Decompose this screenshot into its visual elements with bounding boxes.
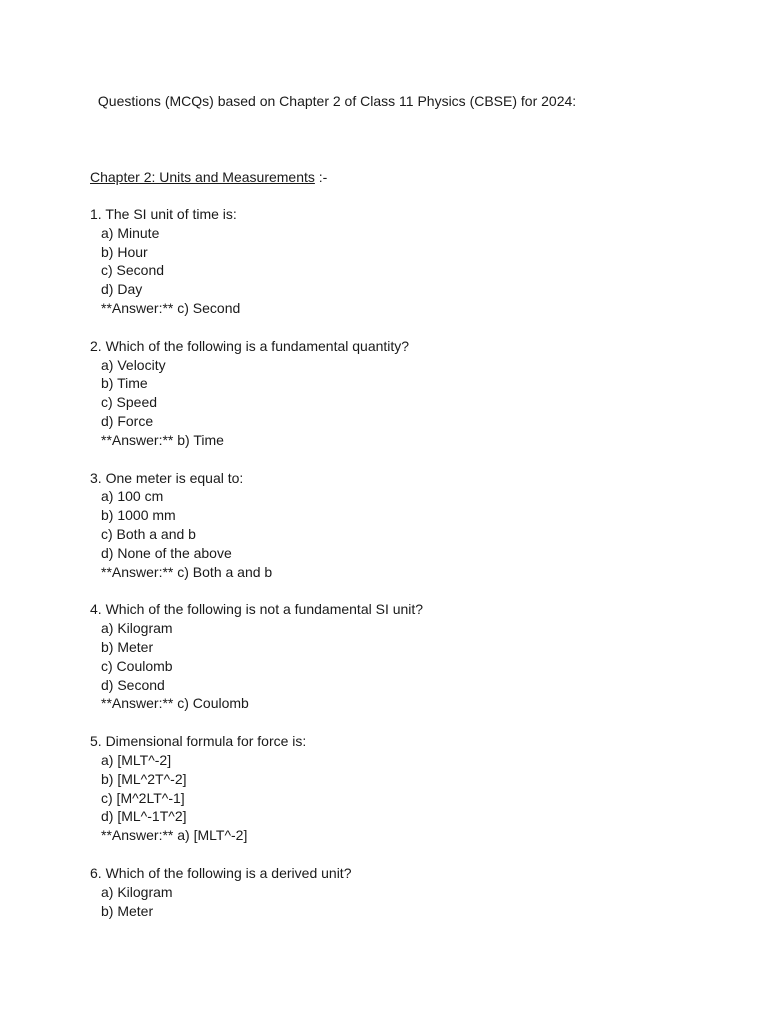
question-5 (90, 732, 730, 845)
question-3 (90, 469, 730, 582)
option: d) [ML^-1T^2] (101, 808, 187, 825)
option: a) Kilogram (101, 883, 173, 900)
option: d) Second (101, 676, 165, 693)
option: c) Speed (101, 394, 158, 411)
option: c) Both a and b (101, 525, 196, 542)
option: c) Second (101, 262, 165, 279)
option: d) Force (101, 412, 154, 429)
question-text: 2. Which of the following is a fundamental quantity? (90, 337, 410, 354)
question-6 (90, 864, 730, 920)
answer: **Answer:** a) [MLT^-2] (101, 827, 248, 844)
option: a) [MLT^-2] (101, 751, 172, 768)
question-text: 6. Which of the following is a derived unit? (90, 864, 352, 881)
option: b) Meter (101, 902, 154, 919)
option: b) Time (101, 375, 148, 392)
answer: **Answer:** c) Both a and b (101, 563, 273, 580)
option: d) None of the above (101, 544, 232, 561)
option: d) Day (101, 281, 143, 298)
chapter-title: Chapter 2: Units and Measurements (90, 169, 315, 185)
answer: **Answer:** c) Coulomb (101, 695, 249, 712)
question-text: 4. Which of the following is not a fundamental SI unit? (90, 601, 424, 618)
option: c) [M^2LT^-1] (101, 789, 185, 806)
answer: **Answer:** c) Second (101, 299, 241, 316)
answer: **Answer:** b) Time (101, 431, 224, 448)
option: b) Hour (101, 243, 148, 260)
question-text: 5. Dimensional formula for force is: (90, 733, 307, 750)
option: b) [ML^2T^-2] (101, 770, 187, 787)
question-4 (90, 600, 730, 713)
question-text: 3. One meter is equal to: (90, 469, 244, 486)
option: a) Velocity (101, 356, 166, 373)
option: b) 1000 mm (101, 507, 176, 524)
option: b) Meter (101, 638, 154, 655)
chapter-title-suffix: :- (314, 169, 328, 185)
question-2 (90, 337, 730, 450)
chapter-heading (90, 168, 327, 186)
option: a) Minute (101, 224, 160, 241)
question-text: 1. The SI unit of time is: (90, 206, 237, 222)
option: c) Coulomb (101, 657, 173, 674)
question-1 (90, 205, 730, 318)
option: a) 100 cm (101, 488, 164, 505)
option: a) Kilogram (101, 620, 173, 637)
question-list (90, 205, 730, 939)
intro-heading: Questions (MCQs) based on Chapter 2 of Class 11 Physics (CBSE) for 2024: (94, 93, 577, 109)
